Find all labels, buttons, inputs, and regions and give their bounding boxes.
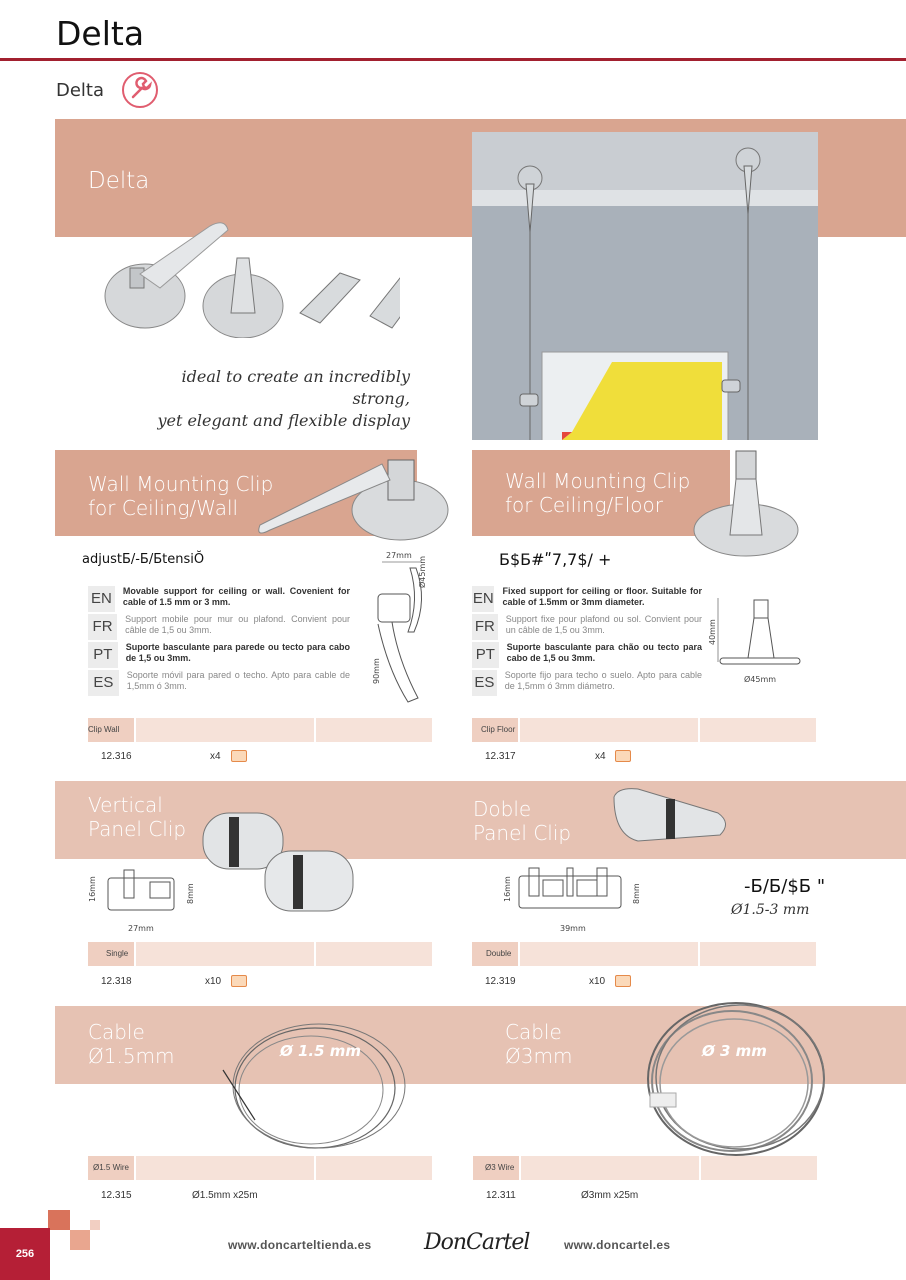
- hero-slogan: [120, 366, 410, 432]
- clip-floor-note: Б$Б#ʺ7,7$/ +: [499, 550, 612, 569]
- doble-clip-code: 12.319: [485, 976, 516, 987]
- footer-url-right[interactable]: www.doncartel.es: [564, 1238, 671, 1252]
- doble-clip-drawing: [515, 866, 625, 916]
- desc-pt: Suporte basculante para parede ou tecto para cabo de 1,5 ou 3mm.: [125, 642, 350, 663]
- clip-floor-descriptions: [472, 586, 702, 698]
- clip-wall-dim-width: 27mm: [386, 551, 412, 560]
- cable15-photo: [215, 1010, 415, 1160]
- doble-clip-label-fill: [520, 942, 698, 966]
- vertical-clip-code: 12.318: [101, 976, 132, 987]
- clip-floor-title: [505, 469, 690, 517]
- page-subtitle: Delta: [56, 80, 105, 101]
- lang-tab-es: ES: [472, 670, 497, 696]
- cable15-label-fill: [136, 1156, 314, 1180]
- doble-clip-title-line1: Doble: [473, 797, 532, 821]
- clip-floor-photo: [690, 445, 800, 557]
- wrench-icon: [122, 72, 158, 108]
- vertical-clip-title: [88, 793, 186, 841]
- cable3-qty: Ø3mm x25m: [581, 1190, 639, 1201]
- hero-photo: [472, 132, 818, 440]
- doble-clip-dim-width: 39mm: [560, 924, 586, 933]
- lang-tab-pt: PT: [472, 642, 499, 668]
- doncartel-logo: DonCartel: [424, 1230, 530, 1255]
- doble-clip-dim-gap: 8mm: [632, 883, 641, 904]
- clip-wall-title: [88, 472, 273, 520]
- clip-floor-label: Clip Floor: [481, 725, 516, 734]
- vertical-clip-qty: x10: [205, 976, 222, 987]
- page-title: Delta: [56, 14, 145, 53]
- vertical-clip-label-cell: [88, 942, 134, 966]
- vertical-clip-label-fill: [136, 942, 314, 966]
- cable3-label-cell: [473, 1156, 519, 1180]
- cable15-title-line2: Ø1.5mm: [88, 1044, 175, 1068]
- clip-floor-row-fr: [472, 614, 702, 642]
- doble-clip-dim-h: 16mm: [503, 876, 512, 902]
- vertical-clip-drawing: [98, 868, 186, 916]
- cable15-qty: Ø1.5mm x25m: [192, 1190, 258, 1201]
- cable3-title-line2: Ø3mm: [505, 1044, 573, 1068]
- clip-wall-dim-height: 90mm: [372, 658, 381, 684]
- cable15-label-cell: [88, 1156, 134, 1180]
- doble-clip-label-cell: [472, 942, 518, 966]
- clip-wall-label-cell: [88, 718, 134, 742]
- vertical-clip-title-line2: Panel Clip: [88, 817, 187, 841]
- box-icon: [231, 975, 247, 987]
- doble-clip-note2: Ø1.5-3 mm: [731, 902, 810, 918]
- clip-floor-qty: x4: [595, 751, 606, 762]
- cable3-tag: Ø 3 mm: [702, 1042, 767, 1060]
- clip-wall-descriptions: [88, 586, 350, 698]
- clip-wall-label-fill2: [316, 718, 432, 742]
- clip-wall-row-fr: [88, 614, 350, 642]
- clip-wall-title-line1: Wall Mounting Clip: [88, 472, 274, 496]
- title-rule: [0, 58, 906, 61]
- page-number: 256: [0, 1228, 50, 1280]
- clip-floor-label-fill2: [700, 718, 816, 742]
- vertical-clip-dim-gap: 8mm: [186, 883, 195, 904]
- box-icon: [615, 750, 631, 762]
- clip-wall-row-es: [88, 670, 350, 698]
- clip-wall-row-pt: [88, 642, 350, 670]
- desc-es: Soporte móvil para pared o techo. Apto para cable de 1,5mm ó 3mm.: [126, 670, 350, 691]
- cable3-title: [505, 1020, 572, 1068]
- doble-clip-label: Double: [486, 949, 512, 958]
- lang-tab-en: EN: [472, 586, 494, 612]
- clip-floor-row-en: [472, 586, 702, 614]
- clip-floor-title-line2: for Ceiling/Floor: [505, 493, 663, 517]
- vertical-clip-title-line1: Vertical: [88, 793, 163, 817]
- lang-tab-en: EN: [88, 586, 115, 612]
- cable15-tag: Ø 1.5 mm: [280, 1042, 362, 1060]
- cable15-label: Ø1.5 Wire: [93, 1163, 130, 1172]
- clip-floor-label-cell: [472, 718, 518, 742]
- lang-tab-fr: FR: [88, 614, 117, 640]
- cable3-label: Ø3 Wire: [485, 1163, 515, 1172]
- box-icon: [615, 975, 631, 987]
- clip-floor-dim-diam: Ø45mm: [744, 675, 777, 684]
- footer-url-left[interactable]: www.doncarteltienda.es: [228, 1238, 372, 1252]
- slogan-line-2: yet elegant and flexible display: [157, 411, 410, 430]
- cable3-code: 12.311: [486, 1190, 516, 1201]
- clip-floor-label-fill: [520, 718, 698, 742]
- vertical-clip-dim-width: 27mm: [128, 924, 154, 933]
- clip-wall-code: 12.316: [101, 751, 132, 762]
- clip-wall-qty: x4: [210, 751, 221, 762]
- clip-wall-label: Clip Wall: [88, 725, 120, 734]
- clip-wall-note: adjustБ/-Б/БtensiŎ: [82, 552, 205, 567]
- desc-fr: Support mobile pour mur ou plafond. Convient pour câble de 1,5 ou 3mm.: [125, 614, 350, 635]
- slogan-line-1: ideal to create an incredibly strong,: [181, 367, 410, 408]
- vertical-clip-label-fill2: [316, 942, 432, 966]
- clip-wall-title-line2: for Ceiling/Wall: [88, 496, 239, 520]
- desc-en: Movable support for ceiling or wall. Covenient for cable of 1.5 mm or 3 mm.: [122, 586, 350, 607]
- box-icon: [231, 750, 247, 762]
- lang-tab-pt: PT: [88, 642, 118, 668]
- cable15-code: 12.315: [101, 1190, 132, 1201]
- doble-clip-qty: x10: [589, 976, 606, 987]
- cable3-photo: [640, 995, 830, 1160]
- doble-clip-title: [473, 797, 571, 845]
- cable3-title-line1: Cable: [505, 1020, 562, 1044]
- desc-en: Fixed support for ceiling or floor. Suitable for cable of 1.5mm or 3mm diameter.: [502, 586, 702, 607]
- clip-floor-row-es: [472, 670, 702, 698]
- hero-title: Delta: [88, 168, 150, 194]
- lang-tab-fr: FR: [472, 614, 498, 640]
- cable15-title-line1: Cable: [88, 1020, 145, 1044]
- doble-clip-title-line2: Panel Clip: [473, 821, 572, 845]
- clip-floor-row-pt: [472, 642, 702, 670]
- vertical-clip-label: Single: [106, 949, 129, 958]
- doble-clip-label-fill2: [700, 942, 816, 966]
- clip-wall-drawing: [368, 560, 438, 710]
- hero-clips-illustration: [100, 218, 300, 333]
- clip-wall-dim-diam: Ø45mm: [418, 555, 427, 588]
- footer-square-3: [90, 1220, 100, 1230]
- clip-floor-dim-height: 40mm: [708, 619, 717, 645]
- doble-clip-note1: -Б/Б/$Б ": [744, 876, 826, 897]
- clip-floor-title-line1: Wall Mounting Clip: [505, 469, 691, 493]
- footer-square-2: [70, 1230, 90, 1250]
- footer-square-1: [48, 1210, 70, 1230]
- desc-es: Soporte fijo para techo o suelo. Apto para cable de 1,5mm ó 3mm diámetro.: [504, 670, 702, 691]
- cable15-title: [88, 1020, 175, 1068]
- desc-pt: Suporte basculante para chão ou tecto para cabo de 1,5 ou 3mm.: [506, 642, 702, 663]
- lang-tab-es: ES: [88, 670, 119, 696]
- cable3-label-fill2: [701, 1156, 817, 1180]
- cable15-label-fill2: [316, 1156, 432, 1180]
- desc-fr: Support fixe pour plafond ou sol. Convient pour un câble de 1,5 ou 3mm.: [505, 614, 702, 635]
- clip-wall-label-fill: [136, 718, 314, 742]
- clip-floor-code: 12.317: [485, 751, 516, 762]
- vertical-clip-photo: [195, 805, 365, 925]
- clip-wall-photo: [250, 450, 450, 545]
- vertical-clip-dim-h: 16mm: [88, 876, 97, 902]
- doble-clip-photo: [608, 783, 734, 855]
- cable3-label-fill: [521, 1156, 699, 1180]
- clip-floor-drawing: [712, 596, 804, 676]
- clip-wall-row-en: [88, 586, 350, 614]
